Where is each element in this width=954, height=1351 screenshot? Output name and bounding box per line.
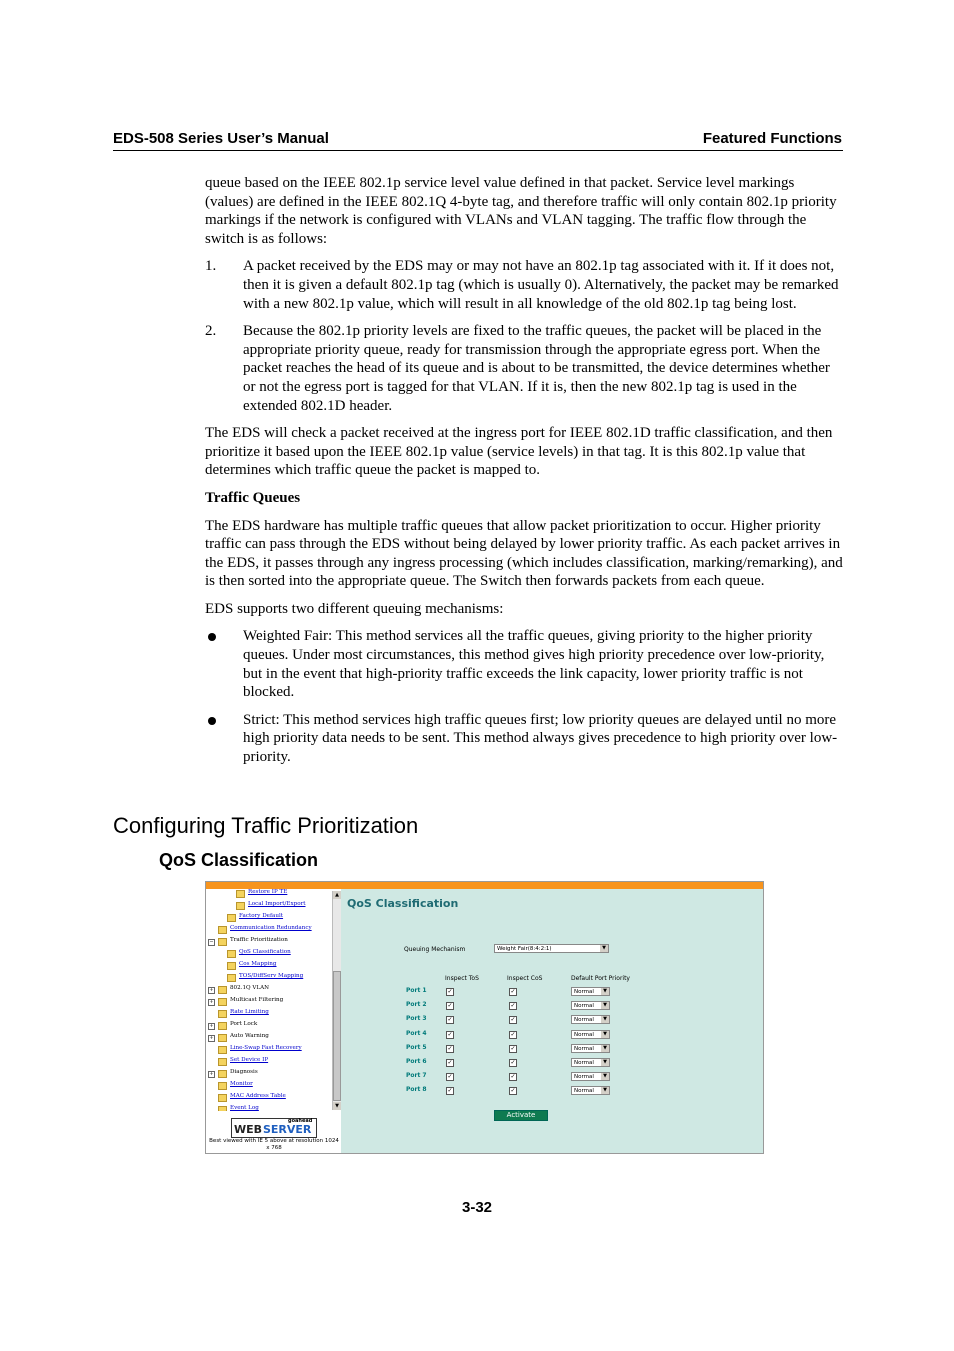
nav-tree-label: Line-Swap Fast Recovery — [230, 1045, 302, 1051]
inspect-tos-checkbox[interactable]: ✓ — [447, 1016, 453, 1024]
queuing-mechanism-label: Queuing Mechanism — [404, 946, 466, 953]
orange-top-bar — [206, 882, 763, 889]
qos-panel — [341, 889, 763, 1153]
port-label: Port 7 — [406, 1072, 427, 1080]
expand-icon[interactable]: + — [209, 1071, 214, 1077]
activate-button[interactable]: Activate — [494, 1110, 548, 1121]
default-priority-select[interactable] — [571, 1072, 610, 1081]
chevron-down-icon: ▼ — [601, 1087, 609, 1094]
nav-tree-label: 802.1Q VLAN — [230, 985, 270, 991]
bullet-strict — [205, 711, 845, 767]
priority-value: Normal — [574, 1060, 594, 1066]
step-number: 1. — [205, 258, 217, 275]
folder-icon — [218, 1058, 227, 1066]
scroll-down-icon[interactable]: ▼ — [333, 1102, 341, 1110]
folder-icon — [218, 926, 227, 934]
header-rule — [113, 150, 843, 151]
inspect-cos-checkbox[interactable]: ✓ — [510, 1087, 516, 1095]
bullet-text: Strict: This method services high traffic queues first; low priority queues are delayed until no more high priority data needs to be sent. This method always gives precedence to high priority over low-priority. — [243, 711, 838, 766]
priority-value: Normal — [574, 1088, 594, 1095]
folder-icon — [227, 950, 236, 958]
manual-title: EDS-508 Series User’s Manual — [113, 130, 329, 147]
folder-icon — [218, 986, 227, 994]
nav-scrollbar[interactable] — [332, 891, 341, 1110]
classification-paragraph: The EDS will check a packet received at the ingress port for IEEE 802.1D traffic classification, and then prioritize it based upon the IEEE 802.1p value (service levels) in that tag. It is this 802.1p value that determines which traffic queue the packet is mapped to. — [205, 425, 833, 479]
folder-icon — [227, 914, 236, 922]
port-label: Port 3 — [406, 1015, 427, 1023]
nav-panel — [206, 889, 341, 1153]
bullet-dot-icon — [208, 717, 216, 725]
default-priority-select[interactable] — [571, 1001, 610, 1010]
priority-value: Normal — [574, 1045, 594, 1052]
nav-tree-label: Communication Redundancy — [230, 925, 312, 931]
inspect-tos-checkbox[interactable]: ✓ — [447, 988, 453, 995]
logo-goahead: goahead — [288, 1118, 313, 1124]
best-viewed-note: Best viewed with IE 5 above at resolution 1024 x 768 — [209, 1138, 339, 1151]
folder-icon — [227, 974, 236, 982]
nav-tree-label: Event Log — [230, 1105, 259, 1111]
chevron-down-icon: ▼ — [601, 1045, 609, 1052]
intro-paragraph: queue based on the IEEE 802.1p service level value defined in that packet. Service level markings (values) are defined in the IEEE 802.1Q 4-byte tag, and therefore traffic will only contain 802.1p priority markings if the network is configured with VLANs and VLAN tagging. The traffic flow through the switch is as follows: — [205, 175, 837, 247]
inspect-tos-checkbox[interactable]: ✓ — [447, 1087, 453, 1095]
chapter-title: Featured Functions — [702, 130, 842, 147]
step-text: Because the 802.1p priority levels are fixed to the traffic queues, the packet will be placed in the appropriate priority queue, ready for transmission through the appropriate egress port. When the packet reaches the head of its queue and is about to be transmitted, the device determines whether or not the egress port is tagged for that VLAN. If it is, then the new 802.1p tag is used in the extended 802.1D header. — [243, 323, 830, 414]
nav-tree-label: MAC Address Table — [230, 1093, 286, 1099]
folder-icon — [218, 1106, 227, 1111]
chevron-down-icon: ▼ — [601, 1059, 609, 1066]
chevron-down-icon: ▼ — [601, 1073, 609, 1080]
priority-value: Normal — [574, 989, 594, 995]
section-title: Configuring Traffic Prioritization — [113, 813, 419, 838]
nav-tree-label: Factory Default — [239, 913, 284, 919]
goahead-webserver-logo — [231, 1118, 317, 1138]
inspect-tos-checkbox[interactable]: ✓ — [447, 1073, 453, 1081]
inspect-cos-checkbox[interactable]: ✓ — [510, 988, 516, 995]
default-priority-select[interactable] — [571, 1058, 610, 1067]
body-text — [205, 174, 845, 776]
expand-icon[interactable]: + — [209, 1023, 214, 1029]
chevron-down-icon: ▼ — [601, 1002, 609, 1009]
folder-icon — [218, 998, 227, 1006]
folder-icon — [218, 1022, 227, 1030]
nav-tree-label: Local Import/Export — [248, 901, 306, 907]
traffic-queues-paragraph: The EDS hardware has multiple traffic queues that allow packet prioritization to occur. Higher priority traffic can pass through the EDS without being delayed by lower priority traffic. As each packet arrives in the EDS, it passes through any ingress processing (which includes classification, marking/remarking), and is then sorted into the appropriate queue. The Switch then forwards packets from each queue. — [205, 517, 843, 590]
step-1 — [205, 257, 845, 313]
step-number: 2. — [205, 323, 217, 340]
col-default-priority: Default Port Priority — [571, 975, 630, 982]
folder-icon — [218, 1046, 227, 1054]
logo-web: WEB — [234, 1123, 263, 1136]
default-priority-select[interactable] — [571, 1086, 610, 1095]
port-label: Port 4 — [406, 1029, 427, 1037]
inspect-tos-checkbox[interactable]: ✓ — [447, 1044, 453, 1052]
folder-icon — [227, 962, 236, 970]
nav-tree — [206, 889, 331, 1111]
collapse-icon[interactable]: − — [209, 939, 214, 945]
step-2 — [205, 322, 845, 415]
nav-tree-label: Port Lock — [230, 1021, 258, 1027]
folder-icon — [218, 938, 227, 946]
bullet-weighted-fair — [205, 627, 845, 701]
default-priority-select[interactable] — [571, 1015, 610, 1024]
default-priority-select[interactable] — [571, 1044, 610, 1053]
nav-tree-label: Restore IP TE — [248, 889, 288, 895]
nav-tree-label: TOS/DiffServ Mapping — [239, 973, 304, 979]
logo-server: SERVER — [263, 1123, 312, 1136]
port-label: Port 8 — [406, 1086, 427, 1094]
folder-icon — [236, 890, 245, 898]
supports-paragraph: EDS supports two different queuing mechanisms: — [205, 600, 504, 617]
folder-icon — [218, 1034, 227, 1042]
bullet-text: Weighted Fair: This method services all the traffic queues, giving priority to the higher priority queues. Under most circumstances, this method gives high priority precedence over low-priority, but in the event that high-priority traffic exceeds the link capacity, lower priority traffic is not blocked. — [243, 628, 825, 701]
inspect-cos-checkbox[interactable]: ✓ — [510, 1016, 516, 1024]
inspect-tos-checkbox[interactable]: ✓ — [447, 1030, 453, 1038]
folder-icon — [218, 1094, 227, 1102]
chevron-down-icon: ▼ — [601, 988, 609, 995]
inspect-tos-checkbox[interactable]: ✓ — [447, 1002, 453, 1010]
nav-tree-label: Multicast Filtering — [230, 997, 284, 1003]
priority-value: Normal — [574, 1031, 594, 1038]
folder-icon — [218, 1070, 227, 1078]
inspect-cos-checkbox[interactable]: ✓ — [510, 1030, 516, 1038]
priority-value: Normal — [574, 1074, 594, 1081]
chevron-down-icon: ▼ — [601, 1016, 609, 1023]
port-label: Port 1 — [406, 987, 427, 994]
folder-icon — [218, 1010, 227, 1018]
nav-tree-label: Rate Limiting — [230, 1009, 269, 1015]
panel-title: QoS Classification — [347, 897, 459, 910]
default-priority-select[interactable] — [571, 1030, 610, 1039]
port-label: Port 2 — [406, 1001, 427, 1009]
inspect-cos-checkbox[interactable]: ✓ — [510, 1073, 516, 1081]
step-text: A packet received by the EDS may or may not have an 802.1p tag associated with it. If it does not, then it is given a default 802.1p tag (which is usually 0). Alternatively, the packet may be remarked with a new 802.1p value, which will result in all knowledge of the old 802.1p tag being lost. — [243, 258, 839, 312]
folder-icon — [218, 1082, 227, 1090]
queuing-mechanism-value: Weight Fair(8:4:2:1) — [497, 946, 552, 952]
nav-tree-label: Cos Mapping — [239, 961, 277, 967]
traffic-queues-heading: Traffic Queues — [205, 489, 301, 506]
nav-tree-label: Diagnosis — [230, 1069, 258, 1075]
port-label: Port 6 — [406, 1058, 427, 1065]
chevron-down-icon: ▼ — [601, 1031, 609, 1038]
qos-screenshot — [205, 881, 764, 1154]
nav-tree-label: Traffic Prioritization — [230, 937, 288, 943]
inspect-cos-checkbox[interactable]: ✓ — [510, 1044, 516, 1052]
inspect-cos-checkbox[interactable]: ✓ — [510, 1059, 516, 1066]
subsection-title: QoS Classification — [159, 850, 319, 870]
bullet-dot-icon — [208, 633, 216, 641]
chevron-down-icon: ▼ — [600, 945, 608, 952]
priority-value: Normal — [574, 1003, 594, 1010]
queuing-mechanism-select[interactable] — [494, 944, 609, 953]
page-number: 3-32 — [461, 1199, 493, 1216]
nav-tree-label: Set Device IP — [230, 1057, 269, 1063]
port-label: Port 5 — [406, 1043, 427, 1051]
default-priority-select[interactable] — [571, 987, 610, 996]
inspect-cos-checkbox[interactable]: ✓ — [510, 1002, 516, 1010]
inspect-tos-checkbox[interactable]: ✓ — [447, 1059, 453, 1066]
nav-tree-label: QoS Classification — [239, 949, 291, 955]
priority-value: Normal — [574, 1017, 594, 1024]
scroll-thumb[interactable] — [333, 971, 341, 1101]
nav-tree-label: Auto Warning — [230, 1033, 269, 1039]
scroll-up-icon[interactable]: ▲ — [333, 891, 341, 899]
col-inspect-cos: Inspect CoS — [507, 975, 543, 982]
expand-icon[interactable]: + — [209, 999, 214, 1005]
nav-tree-label: Monitor — [230, 1081, 253, 1087]
folder-icon — [236, 902, 245, 910]
expand-icon[interactable]: + — [209, 987, 214, 993]
col-inspect-tos: Inspect ToS — [445, 975, 479, 982]
expand-icon[interactable]: + — [209, 1035, 214, 1041]
